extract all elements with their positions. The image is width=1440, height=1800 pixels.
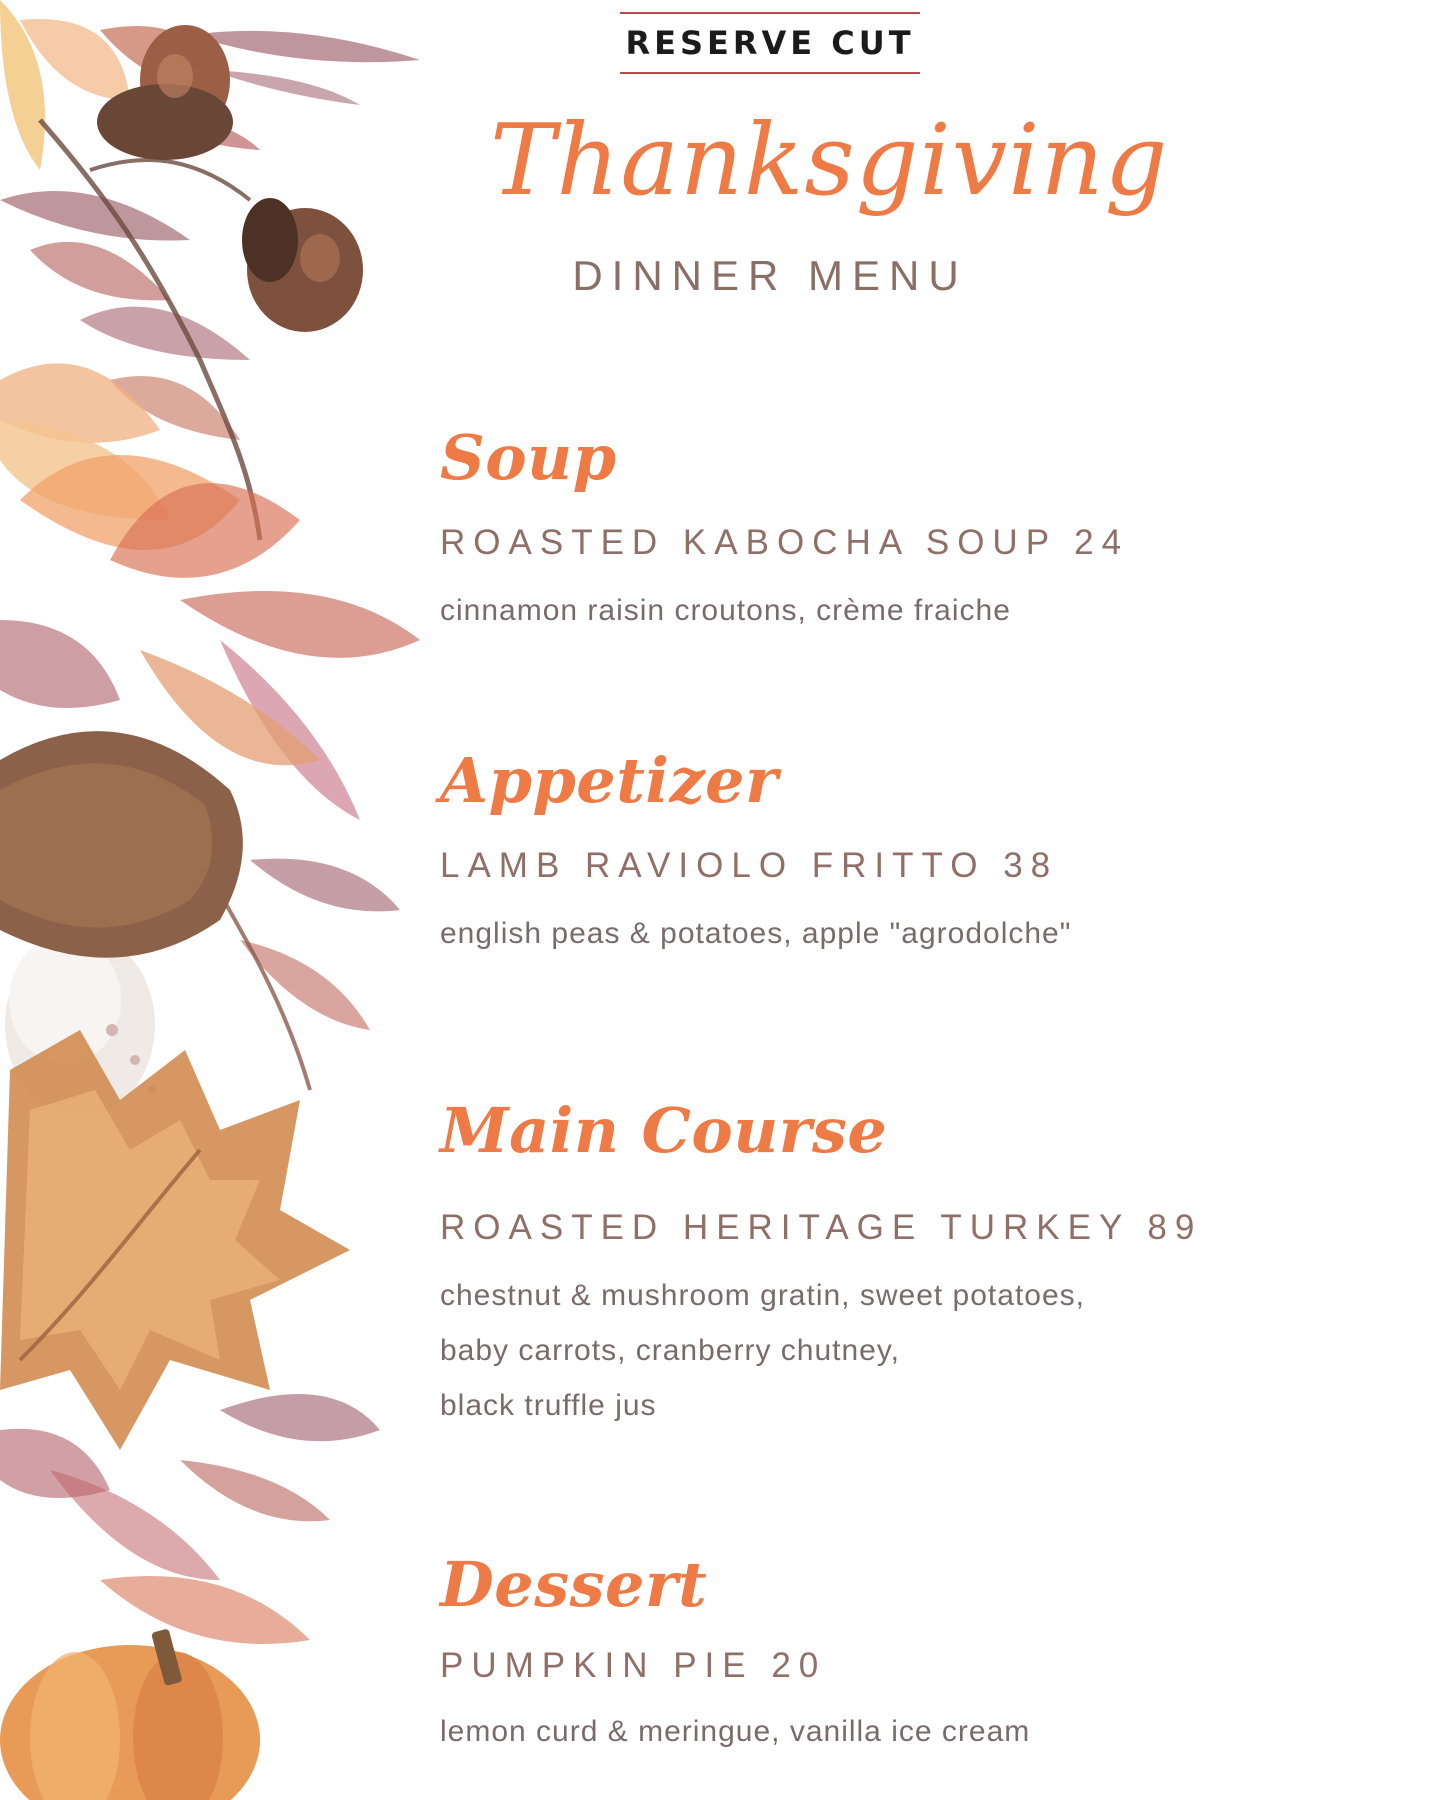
section-heading-soup: Soup: [440, 421, 617, 494]
section-dessert: [440, 1548, 1340, 1759]
restaurant-name: RESERVE CUT: [625, 24, 915, 62]
dish-description-main-course-line-1: chestnut & mushroom gratin, sweet potatoes,: [440, 1278, 1085, 1312]
dish-description-main-course-line-3: black truffle jus: [440, 1388, 657, 1422]
brand-rule-top: [620, 12, 920, 14]
dish-description-appetizer: english peas & potatoes, apple "agrodolche": [440, 916, 1072, 950]
section-soup: [440, 421, 1340, 638]
brand-block: [620, 12, 920, 74]
dish-description-soup: cinnamon raisin croutons, crème fraiche: [440, 593, 1011, 627]
section-main-course: [440, 1094, 1340, 1433]
section-heading-main-course: Main Course: [440, 1094, 888, 1167]
dish-name-appetizer: LAMB RAVIOLO FRITTO 38: [440, 846, 1059, 886]
section-appetizer: [440, 744, 1340, 961]
section-heading-appetizer: Appetizer: [440, 744, 779, 817]
autumn-leaves-border: [0, 0, 470, 1800]
section-heading-dessert: Dessert: [440, 1548, 708, 1621]
menu-title: Thanksgiving: [490, 104, 1169, 218]
dish-name-dessert: PUMPKIN PIE 20: [440, 1646, 827, 1686]
watercolor-border-illustration: [0, 0, 470, 1800]
menu-subtitle: DINNER MENU: [572, 252, 968, 299]
dish-description-main-course-line-2: baby carrots, cranberry chutney,: [440, 1333, 900, 1367]
dish-description-dessert: lemon curd & meringue, vanilla ice cream: [440, 1714, 1031, 1748]
dish-name-soup: ROASTED KABOCHA SOUP 24: [440, 523, 1130, 563]
brand-rule-bottom: [620, 72, 920, 74]
dish-name-main-course: ROASTED HERITAGE TURKEY 89: [440, 1208, 1203, 1248]
